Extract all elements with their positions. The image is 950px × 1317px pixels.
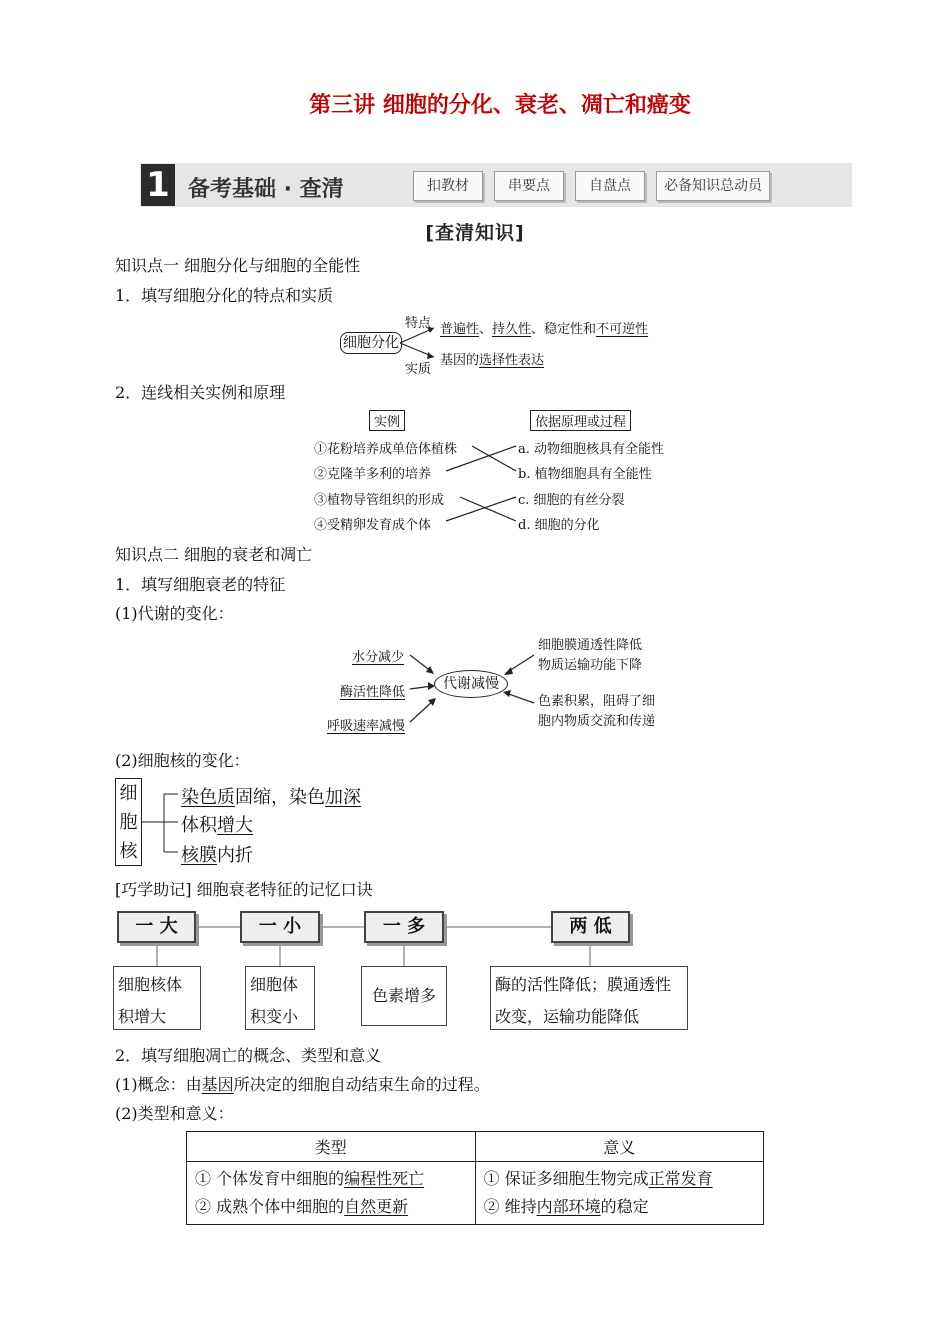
section-label: [查清知识] [425, 222, 525, 244]
kp1-question-1: 1．填写细胞分化的特点和实质 [115, 286, 334, 305]
table-header: 意义 [475, 1132, 764, 1162]
memo-box: 色素增多 [361, 966, 447, 1026]
differentiation-center: 细胞分化 [340, 332, 402, 354]
kp2-question-2: 2．填写细胞凋亡的概念、类型和意义 [115, 1046, 382, 1065]
kp1-heading: 知识点一 细胞分化与细胞的全能性 [115, 256, 361, 275]
table-header: 类型 [187, 1132, 476, 1162]
example-item: ①花粉培养成单倍体植株 [314, 442, 458, 457]
memo-card: 两 低 [551, 911, 630, 943]
tab-essential-knowledge[interactable]: 必备知识总动员 [656, 171, 770, 201]
tab-key-points[interactable]: 串要点 [494, 171, 564, 201]
kp1-question-2: 2．连线相关实例和原理 [115, 383, 286, 402]
table-cell: ① 保证多细胞生物完成正常发育 ② 维持内部环境的稳定 [475, 1162, 764, 1225]
metabolism-left-item: 呼吸速率减慢 [327, 719, 406, 734]
memo-box: 细胞体积变小 [245, 966, 315, 1030]
memo-card: 一 多 [364, 911, 444, 943]
label-trait: 特点 [405, 316, 432, 331]
principle-item: d. 细胞的分化 [518, 518, 600, 533]
principle-item: c. 细胞的有丝分裂 [518, 493, 625, 508]
memo-card: 一 大 [117, 911, 196, 943]
principles-header: 依据原理或过程 [530, 410, 631, 431]
example-item: ④受精卵发育成个体 [314, 518, 432, 533]
metabolism-left-item: 酶活性降低 [340, 685, 406, 700]
nucleus-item: 染色质固缩，染色加深 [181, 787, 361, 808]
apoptosis-table [186, 1131, 764, 1225]
apoptosis-concept: (1)概念：由基因所决定的细胞自动结束生命的过程。 [115, 1075, 490, 1094]
memo-box: 酶的活性降低；膜通透性改变，运输功能降低 [490, 966, 688, 1030]
table-cell: ① 个体发育中细胞的编程性死亡 ② 成熟个体中细胞的自然更新 [187, 1162, 476, 1225]
nucleus-subheading: (2)细胞核的变化： [115, 751, 250, 770]
trait-text: 普遍性、持久性、稳定性和不可逆性 [440, 322, 649, 337]
tab-textbook[interactable]: 扣教材 [413, 171, 483, 201]
example-item: ③植物导管组织的形成 [314, 493, 445, 508]
memo-box: 细胞核体积增大 [113, 966, 201, 1030]
metabolism-right-item: 细胞膜通透性降低 物质运输功能下降 [538, 638, 643, 673]
nucleus-item: 体积增大 [181, 815, 253, 836]
banner-title: 备考基础 · 查清 [188, 177, 344, 202]
example-item: ②克隆羊多利的培养 [314, 467, 432, 482]
types-subheading: (2)类型和意义： [115, 1104, 234, 1123]
memo-label: [巧学助记] 细胞衰老特征的记忆口诀 [115, 880, 373, 899]
banner-number: 1 [141, 164, 175, 206]
metabolism-left-item: 水分减少 [352, 650, 405, 665]
table-row [187, 1162, 764, 1225]
principle-item: b. 植物细胞具有全能性 [518, 467, 652, 482]
metabolism-center: 代谢减慢 [434, 670, 508, 698]
examples-header: 实例 [369, 410, 405, 431]
kp2-heading: 知识点二 细胞的衰老和凋亡 [115, 545, 313, 564]
kp2-question-1: 1．填写细胞衰老的特征 [115, 575, 286, 594]
nucleus-item: 核膜内折 [181, 845, 253, 866]
metabolism-subheading: (1)代谢的变化： [115, 604, 234, 623]
label-essence: 实质 [405, 362, 432, 377]
metabolism-right-item: 色素积累，阻碍了细 胞内物质交流和传递 [538, 694, 656, 729]
tab-self-check[interactable]: 自盘点 [575, 171, 645, 201]
principle-item: a. 动物细胞核具有全能性 [518, 442, 665, 457]
memo-card: 一 小 [240, 911, 320, 943]
nucleus-box: 细 胞 核 [115, 778, 142, 866]
page-title: 第三讲 细胞的分化、衰老、凋亡和癌变 [309, 93, 691, 118]
essence-text: 基因的选择性表达 [440, 353, 545, 368]
